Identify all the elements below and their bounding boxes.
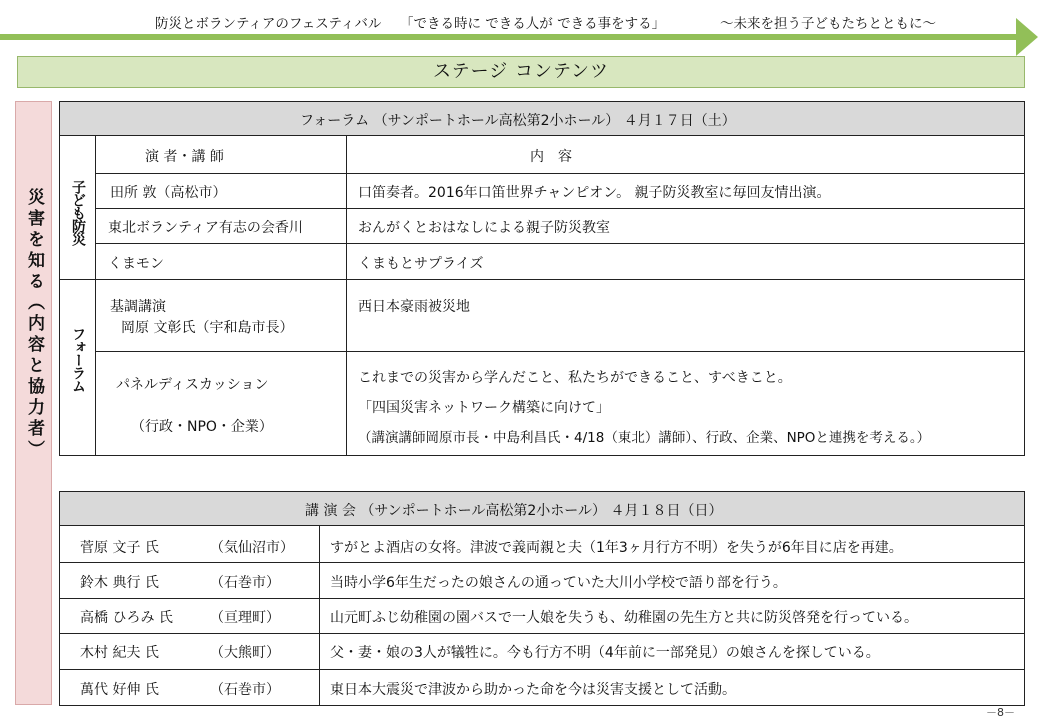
lecture-row-divider-3 <box>60 633 1024 634</box>
kids-row-1-content: 口笛奏者。2016年口笛世界チャンピオン。 親子防災教室に毎回友情出演。 <box>358 185 831 201</box>
lecture-row-5-content: 東日本大震災で津波から助かった命を今は災害支援として活動。 <box>330 682 736 698</box>
panel-participants: （行政・NPO・企業） <box>131 419 273 435</box>
col-header-performer: 演 者・講 師 <box>145 149 224 165</box>
lecture-row-3-name: 高橋 ひろみ 氏 <box>80 610 173 626</box>
header-row-divider <box>95 173 1024 174</box>
forum-title-row <box>60 102 1024 136</box>
lecture-row-5-name: 萬代 好伸 氏 <box>80 682 159 698</box>
lecture-row-4-place: （大熊町） <box>210 645 280 661</box>
col-header-content: 内 容 <box>530 149 572 165</box>
festival-slogan: 「できる時に できる人が できる事をする」 <box>400 16 666 32</box>
group-column-divider <box>95 136 96 455</box>
keynote-label: 基調講演 <box>110 299 166 315</box>
lecture-row-4-name: 木村 紀夫 氏 <box>80 645 159 661</box>
group-label-forum: フォーラム <box>70 327 86 392</box>
lecture-row-3-content: 山元町ふじ幼稚園の園バスで一人娘を失うも、幼稚園の先生方と共に防災啓発を行っている。 <box>330 610 918 626</box>
lecture-title-row <box>60 492 1024 526</box>
keynote-row-divider <box>95 351 1024 352</box>
panel-content-line-2: 「四国災害ネットワーク構築に向けて」 <box>358 400 610 416</box>
lecture-row-divider-1 <box>60 562 1024 563</box>
kids-row-divider-1 <box>95 208 1024 209</box>
forum-title: フォーラム （サンポートホール高松第2小ホール） ４月１７日（土） <box>300 113 736 129</box>
lecture-row-divider-4 <box>60 669 1024 670</box>
section-banner: ステージ コンテンツ <box>17 56 1025 88</box>
keynote-speaker: 岡原 文彰氏（宇和島市長） <box>121 320 294 336</box>
lecture-row-2-place: （石巻市） <box>210 575 280 591</box>
lecture-row-1-name: 菅原 文子 氏 <box>80 540 159 556</box>
lecture-row-2-content: 当時小学6年生だったの娘さんの通っていた大川小学校で語り部を行う。 <box>330 575 787 591</box>
page-header <box>0 0 1040 44</box>
kids-row-divider-2 <box>95 243 1024 244</box>
lecture-title: 講 演 会 （サンポートホール高松第2小ホール） ４月１８日（日） <box>305 503 723 519</box>
kids-row-3-performer: くまモン <box>108 256 164 272</box>
kids-row-1-performer: 田所 敦（高松市） <box>110 185 227 201</box>
lecture-row-3-place: （亘理町） <box>210 610 280 626</box>
side-label-box <box>15 101 52 705</box>
header-arrow-icon <box>1016 18 1038 56</box>
festival-title: 防災とボランティアのフェスティバル <box>155 16 382 32</box>
forum-table <box>59 101 1025 456</box>
kids-row-2-content: おんがくとおはなしによる親子防災教室 <box>358 220 610 236</box>
group-row-divider <box>60 279 1024 280</box>
lecture-row-4-content: 父・妻・娘の3人が犠牲に。今も行方不明（4年前に一部発見）の娘さんを探している。 <box>330 645 880 661</box>
header-rule <box>0 34 1018 40</box>
page-number: －8－ <box>986 706 1015 719</box>
panel-content-line-3: （講演講師岡原市長・中島利昌氏・4/18（東北）講師）、行政、企業、NPOと連携を考える。） <box>358 430 931 446</box>
lecture-row-divider-2 <box>60 598 1024 599</box>
keynote-content: 西日本豪雨被災地 <box>358 299 470 315</box>
kids-row-2-performer: 東北ボランティア有志の会香川 <box>108 220 303 236</box>
lecture-table <box>59 491 1025 706</box>
festival-subtitle: ～未来を担う子どもたちとともに～ <box>720 16 936 32</box>
panel-label: パネルディスカッション <box>116 377 269 393</box>
panel-content-line-1: これまでの災害から学んだこと、私たちができること、すべきこと。 <box>358 370 792 386</box>
lecture-row-2-name: 鈴木 典行 氏 <box>80 575 159 591</box>
group-label-kids: 子ども防災 <box>70 180 86 245</box>
lecture-column-divider <box>319 526 320 705</box>
kids-row-3-content: くまもとサプライズ <box>358 256 484 272</box>
lecture-row-1-content: すがとよ酒店の女将。津波で義両親と夫（1年3ヶ月行方不明）を失うが6年目に店を再建。 <box>330 540 903 556</box>
content-column-divider <box>346 136 347 455</box>
side-label: 災害を知る（内容と協力者） <box>24 188 44 461</box>
lecture-row-5-place: （石巻市） <box>210 682 280 698</box>
lecture-row-1-place: （気仙沼市） <box>210 540 294 556</box>
